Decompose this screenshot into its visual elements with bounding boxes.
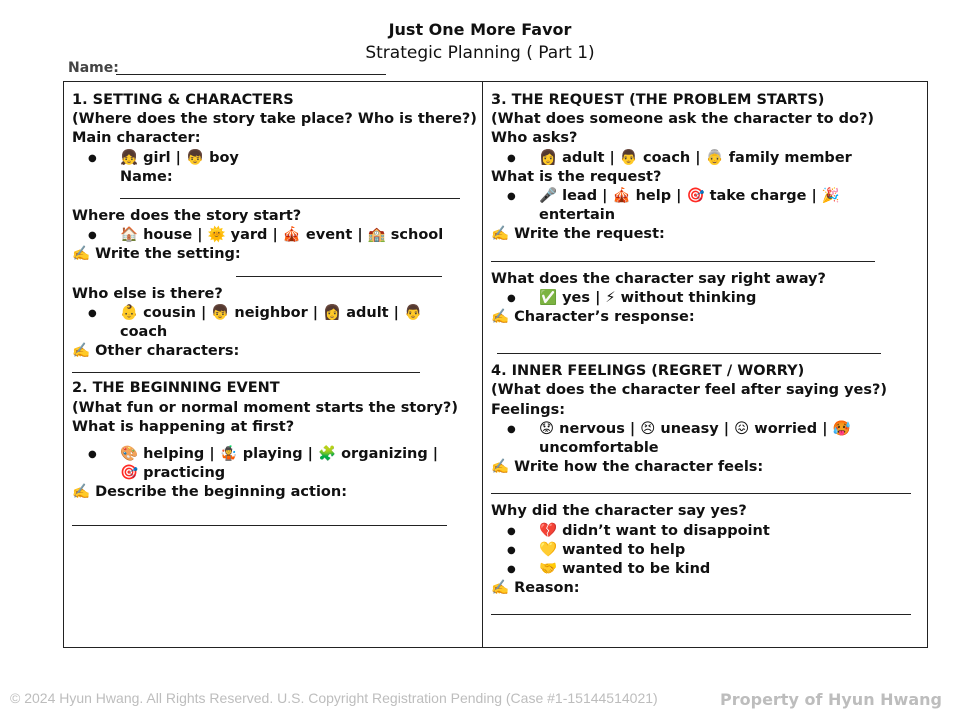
section-2-heading: 2. THE BEGINNING EVENT — [72, 380, 280, 397]
describe-action-label: ✍️ Describe the beginning action: — [72, 484, 348, 501]
right-column — [491, 91, 921, 623]
reason-line[interactable] — [491, 598, 911, 615]
worksheet-subtitle: Strategic Planning ( Part 1) — [365, 43, 595, 63]
section-3-question: (What does someone ask the character to do?) — [491, 111, 875, 128]
request-line[interactable] — [491, 245, 875, 262]
start-question: Where does the story start? — [72, 208, 302, 225]
section-1-heading: 1. SETTING & CHARACTERS — [72, 92, 294, 108]
who-asks-question: Who asks? — [491, 130, 578, 147]
section-2-question: (What fun or normal moment starts the story?) — [72, 399, 458, 416]
who-else-question: Who else is there? — [72, 285, 223, 302]
worksheet-title: Just One More Favor — [388, 20, 572, 39]
write-feels-label: ✍️ Write how the character feels: — [491, 459, 764, 476]
request-options[interactable] — [491, 187, 921, 225]
other-characters-line[interactable] — [72, 361, 420, 373]
feelings-options-line2: uncomfortable — [539, 440, 659, 457]
reason-option-3[interactable]: ● 🤝 wanted to be kind — [491, 560, 921, 579]
reason-label: ✍️ Reason: — [491, 580, 580, 597]
response-line[interactable] — [497, 327, 881, 354]
section-4-heading: 4. INNER FEELINGS (REGRET / WORRY) — [491, 363, 805, 380]
feelings-line[interactable] — [491, 477, 911, 494]
response-label: ✍️ Character’s response: — [491, 309, 695, 326]
beginning-action-line[interactable] — [72, 503, 447, 526]
section-1-question: (Where does the story take place? Who is there?) — [72, 111, 477, 128]
say-question: What does the character say right away? — [491, 270, 826, 287]
reason-option-2[interactable]: ● 💛 wanted to help — [491, 541, 921, 560]
who-else-options-line2: coach — [120, 324, 168, 341]
who-asks-options[interactable]: ● 👩 adult | 👨 coach | 👵 family member — [491, 149, 921, 168]
planning-table — [63, 81, 928, 648]
feelings-options-line1: 😟 nervous | 😣 uneasy | 😖 worried | 🥵 — [539, 420, 851, 437]
feelings-label: Feelings: — [491, 401, 566, 418]
section-3-heading: 3. THE REQUEST (THE PROBLEM STARTS) — [491, 92, 825, 108]
main-character-options[interactable]: ● 👧 girl | 👦 boy — [72, 149, 477, 168]
character-name-label: Name: — [120, 168, 173, 185]
name-label: Name: — [68, 60, 119, 76]
happening-options[interactable] — [72, 445, 477, 483]
character-name-line[interactable] — [120, 187, 460, 199]
write-setting-label: ✍️ Write the setting: — [72, 246, 241, 263]
left-column — [72, 91, 477, 534]
who-else-options-line1: 👶 cousin | 👦 neighbor | 👩 adult | 👨 — [120, 304, 423, 321]
why-question: Why did the character say yes? — [491, 503, 747, 520]
say-options[interactable]: ● ✅ yes | ⚡ without thinking — [491, 289, 921, 308]
section-4-question: (What does the character feel after saying yes?) — [491, 382, 888, 399]
happening-question: What is happening at first? — [72, 418, 295, 435]
request-question: What is the request? — [491, 168, 662, 185]
property-watermark: Property of Hyun Hwang — [720, 690, 942, 709]
setting-line[interactable] — [236, 265, 442, 277]
happening-options-line2: 🎯 practicing — [120, 465, 226, 482]
reason-option-1[interactable]: ● 💔 didn’t want to disappoint — [491, 522, 921, 541]
who-else-options[interactable] — [72, 304, 477, 342]
request-options-line2: entertain — [539, 207, 616, 224]
copyright-notice: © 2024 Hyun Hwang. All Rights Reserved. U.S. Copyright Registration Pending (Case #1-15144514021) — [10, 690, 658, 706]
name-line[interactable] — [116, 74, 386, 75]
main-character-label: Main character: — [72, 130, 201, 147]
feelings-options[interactable] — [491, 420, 921, 458]
other-characters-label: ✍️ Other characters: — [72, 343, 240, 360]
happening-options-line1: 🎨 helping | 🤹 playing | 🧩 organizing | — [120, 446, 439, 463]
column-divider — [482, 82, 483, 647]
write-request-label: ✍️ Write the request: — [491, 226, 665, 243]
request-options-line1: 🎤 lead | 🎪 help | 🎯 take charge | 🎉 — [539, 188, 840, 205]
start-options[interactable]: ● 🏠 house | 🌞 yard | 🎪 event | 🏫 school — [72, 226, 477, 245]
